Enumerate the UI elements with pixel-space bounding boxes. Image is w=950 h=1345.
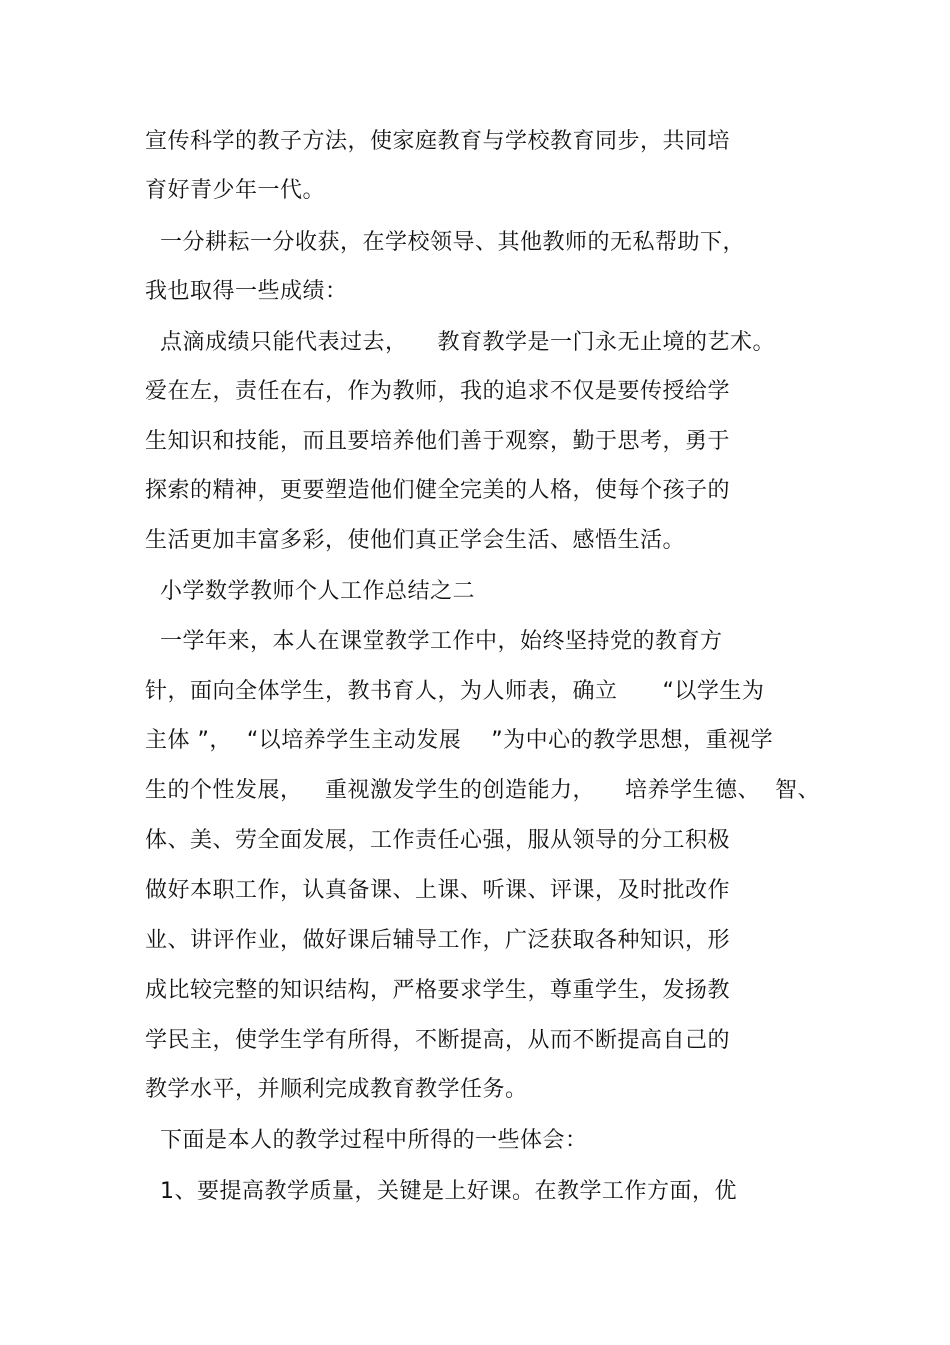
text-line: 业、讲评作业，做好课后辅导工作，广泛获取各种知识，形 xyxy=(145,928,731,953)
text-line: 我也取得一些成绩： xyxy=(145,279,348,304)
text-line: 生知识和技能，而且要培养他们善于观察，勤于思考，勇于 xyxy=(145,429,731,454)
text-line: 主体 ”， “以培养学生主动发展 ”为中心的教学思想，重视学 xyxy=(145,728,774,753)
section-heading: 小学数学教师个人工作总结之二 xyxy=(145,579,475,604)
text-line: 教学水平，并顺利完成教育教学任务。 xyxy=(145,1077,528,1102)
text-line: 点滴成绩只能代表过去， 教育教学是一门永无止境的艺术。 xyxy=(145,330,775,355)
text-line: 一学年来，本人在课堂教学工作中，始终坚持党的教育方 xyxy=(145,629,723,654)
text-line: 一分耕耘一分收获，在学校领导、其他教师的无私帮助下， xyxy=(145,230,745,255)
text-line: 成比较完整的知识结构，严格要求学生，尊重学生，发扬教 xyxy=(145,978,731,1003)
text-line: 育好青少年一代。 xyxy=(145,178,326,203)
text-line: 下面是本人的教学过程中所得的一些体会： xyxy=(145,1128,588,1153)
text-line: 生的个性发展， 重视激发学生的创造能力， 培养学生德、 智、 xyxy=(145,778,820,803)
text-line: 爱在左，责任在右，作为教师，我的追求不仅是要传授给学 xyxy=(145,379,731,404)
text-line: 生活更加丰富多彩，使他们真正学会生活、感悟生活。 xyxy=(145,528,686,553)
text-line: 宣传科学的教子方法，使家庭教育与学校教育同步，共同培 xyxy=(145,129,731,154)
text-line: 针，面向全体学生，教书育人，为人师表，确立 “以学生为 xyxy=(145,679,765,704)
text-line: 探索的精神，更要塑造他们健全完美的人格，使每个孩子的 xyxy=(145,478,731,503)
text-line: 体、美、劳全面发展，工作责任心强，服从领导的分工积极 xyxy=(145,828,731,853)
text-line: 做好本职工作，认真备课、上课、听课、评课，及时批改作 xyxy=(145,878,731,903)
text-line: 学民主，使学生学有所得，不断提高，从而不断提高自己的 xyxy=(145,1028,731,1053)
text-line: 1、要提高教学质量，关键是上好课。在教学工作方面，优 xyxy=(145,1179,737,1204)
